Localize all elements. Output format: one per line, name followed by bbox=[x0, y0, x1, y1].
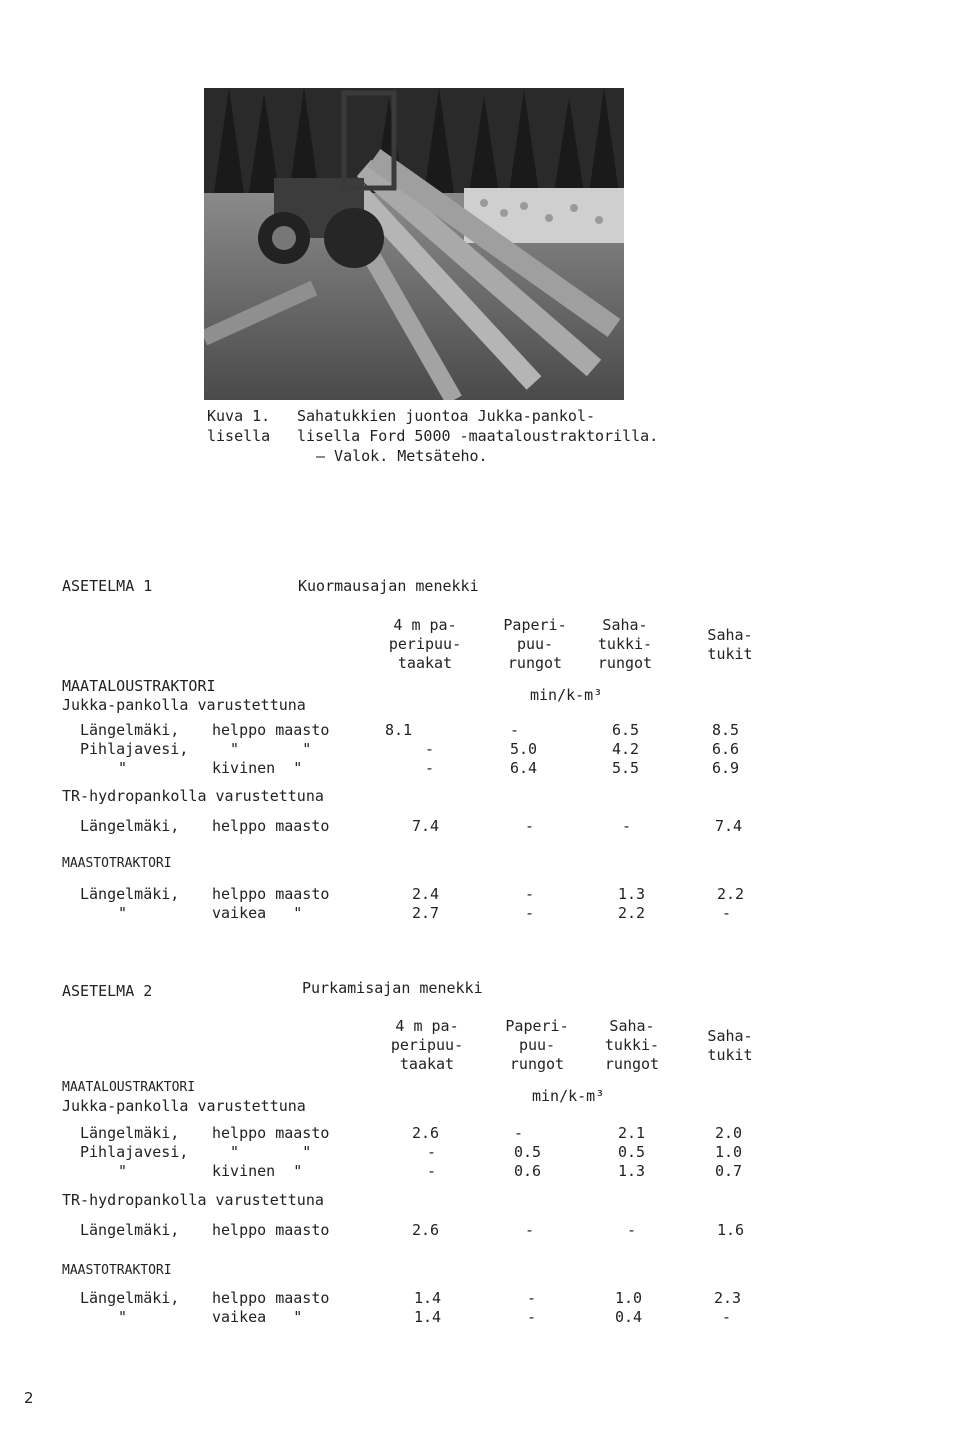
table1-row6-v4: - bbox=[722, 904, 732, 922]
table1-col4-header-a: Saha- bbox=[707, 626, 753, 644]
table1-row4-v4: 7.4 bbox=[715, 817, 743, 835]
table2-row2-v3: 0.5 bbox=[618, 1143, 646, 1161]
table1-row4-terrain: helppo maasto bbox=[212, 817, 330, 835]
table2-row2-v2: 0.5 bbox=[514, 1143, 542, 1161]
table2-col2-header-a: Paperi- bbox=[505, 1017, 569, 1035]
table2-row6-v3: 0.4 bbox=[615, 1308, 643, 1326]
table2-row5-v2: - bbox=[527, 1289, 537, 1307]
table1-row2-v4: 6.6 bbox=[712, 740, 740, 758]
table1-col2-header-c: rungot bbox=[507, 654, 563, 672]
table2-row3-v2: 0.6 bbox=[514, 1162, 542, 1180]
table2-row5-v4: 2.3 bbox=[714, 1289, 742, 1307]
table1-row1-place: Längelmäki, bbox=[80, 721, 180, 739]
table1-id: ASETELMA 1 bbox=[62, 577, 153, 595]
table1-col4-header-b: tukit bbox=[707, 645, 753, 663]
table1-row3-v4: 6.9 bbox=[712, 759, 740, 777]
table1-row1-terrain: helppo maasto bbox=[212, 721, 330, 739]
table1-unit: min/k-m³ bbox=[530, 686, 603, 704]
table1-row1-v4: 8.5 bbox=[712, 721, 740, 739]
table1-row3-v1: - bbox=[425, 759, 435, 777]
table2-row3-v1: - bbox=[427, 1162, 437, 1180]
table2-col2-header-b: puu- bbox=[518, 1036, 556, 1054]
table2-row3-place: " bbox=[118, 1162, 128, 1180]
table1-col1-header-a: 4 m pa- bbox=[393, 616, 457, 634]
table1-row3-place: " bbox=[118, 759, 128, 777]
table2-row1-v4: 2.0 bbox=[715, 1124, 743, 1142]
table2-id: ASETELMA 2 bbox=[62, 982, 153, 1000]
table1-row6-place: " bbox=[118, 904, 128, 922]
table2-row4-terrain: helppo maasto bbox=[212, 1221, 330, 1239]
table1-row2-v2: 5.0 bbox=[510, 740, 538, 758]
table2-col4-header-a: Saha- bbox=[707, 1027, 753, 1045]
table1-row1-v2: - bbox=[510, 721, 520, 739]
table2-section2-heading: TR-hydropankolla varustettuna bbox=[62, 1191, 324, 1209]
table2-row2-v1: - bbox=[427, 1143, 437, 1161]
table2-row3-v3: 1.3 bbox=[618, 1162, 646, 1180]
table1-row6-v3: 2.2 bbox=[618, 904, 646, 922]
table1-row5-v2: - bbox=[525, 885, 535, 903]
table1-row2-v1: - bbox=[425, 740, 435, 758]
table2-row1-place: Längelmäki, bbox=[80, 1124, 180, 1142]
table1-row2-terrain: " " bbox=[230, 740, 312, 758]
table1-col2-header-a: Paperi- bbox=[503, 616, 567, 634]
table2-col3-header-b: tukki- bbox=[604, 1036, 660, 1054]
table2-row5-v3: 1.0 bbox=[615, 1289, 643, 1307]
table1-row3-terrain: kivinen " bbox=[212, 759, 303, 777]
photo-caption-line-1: Sahatukkien juontoa Jukka-pankol- bbox=[297, 407, 596, 425]
table2-row6-place: " bbox=[118, 1308, 128, 1326]
table1-row4-v3: - bbox=[622, 817, 632, 835]
table2-row2-v4: 1.0 bbox=[715, 1143, 743, 1161]
table2-row3-v4: 0.7 bbox=[715, 1162, 743, 1180]
table1-row5-terrain: helppo maasto bbox=[212, 885, 330, 903]
table2-title: Purkamisajan menekki bbox=[302, 979, 483, 997]
table1-row5-place: Längelmäki, bbox=[80, 885, 180, 903]
table2-col3-header-c: rungot bbox=[604, 1055, 660, 1073]
table1-section2-heading: TR-hydropankolla varustettuna bbox=[62, 787, 324, 805]
table2-row1-v3: 2.1 bbox=[618, 1124, 646, 1142]
table2-row5-v1: 1.4 bbox=[414, 1289, 442, 1307]
table2-row6-v4: - bbox=[722, 1308, 732, 1326]
table2-section1-heading-a: MAATALOUSTRAKTORI bbox=[62, 1080, 196, 1095]
table1-row6-terrain: vaikea " bbox=[212, 904, 303, 922]
table2-col3-header-a: Saha- bbox=[609, 1017, 655, 1035]
table2-section3-heading: MAASTOTRAKTORI bbox=[62, 1263, 172, 1278]
tractor-photo bbox=[204, 88, 624, 400]
table1-row2-v3: 4.2 bbox=[612, 740, 640, 758]
table2-col4-header-b: tukit bbox=[707, 1046, 753, 1064]
photo-caption-line-2-prefix: lisella bbox=[207, 427, 271, 445]
table2-row6-v2: - bbox=[527, 1308, 537, 1326]
table1-row4-place: Längelmäki, bbox=[80, 817, 180, 835]
tractor-logs-image bbox=[204, 88, 624, 400]
table2-row1-terrain: helppo maasto bbox=[212, 1124, 330, 1142]
photo-caption-line-2: lisella Ford 5000 -maataloustraktorilla. bbox=[297, 427, 659, 445]
photo-caption-label: Kuva 1. bbox=[207, 407, 271, 425]
table1-row2-place: Pihlajavesi, bbox=[80, 740, 189, 758]
table2-row4-v3: - bbox=[627, 1221, 637, 1239]
table2-row2-place: Pihlajavesi, bbox=[80, 1143, 189, 1161]
table1-row3-v3: 5.5 bbox=[612, 759, 640, 777]
table2-row3-terrain: kivinen " bbox=[212, 1162, 303, 1180]
table2-section1-heading-b: Jukka-pankolla varustettuna bbox=[62, 1097, 306, 1115]
table2-col1-header-a: 4 m pa- bbox=[395, 1017, 459, 1035]
table2-col2-header-c: rungot bbox=[509, 1055, 565, 1073]
table1-col3-header-c: rungot bbox=[597, 654, 653, 672]
table1-section1-heading-a: MAATALOUSTRAKTORI bbox=[62, 677, 216, 695]
table1-row1-v3: 6.5 bbox=[612, 721, 640, 739]
table2-row1-v2: - bbox=[514, 1124, 524, 1142]
table2-row5-terrain: helppo maasto bbox=[212, 1289, 330, 1307]
table2-row4-v2: - bbox=[525, 1221, 535, 1239]
table1-section1-heading-b: Jukka-pankolla varustettuna bbox=[62, 696, 306, 714]
table1-row3-v2: 6.4 bbox=[510, 759, 538, 777]
table2-row4-v4: 1.6 bbox=[717, 1221, 745, 1239]
table2-unit: min/k-m³ bbox=[532, 1087, 605, 1105]
table1-row5-v3: 1.3 bbox=[618, 885, 646, 903]
table2-row6-terrain: vaikea " bbox=[212, 1308, 303, 1326]
table1-row6-v1: 2.7 bbox=[412, 904, 440, 922]
table2-row6-v1: 1.4 bbox=[414, 1308, 442, 1326]
table2-row4-v1: 2.6 bbox=[412, 1221, 440, 1239]
table1-col2-header-b: puu- bbox=[516, 635, 554, 653]
table2-col1-header-c: taakat bbox=[399, 1055, 455, 1073]
table1-col1-header-b: peripuu- bbox=[388, 635, 462, 653]
table1-row6-v2: - bbox=[525, 904, 535, 922]
table1-col3-header-a: Saha- bbox=[602, 616, 648, 634]
table2-row2-terrain: " " bbox=[230, 1143, 312, 1161]
table1-section3-heading: MAASTOTRAKTORI bbox=[62, 856, 172, 871]
table2-row5-place: Längelmäki, bbox=[80, 1289, 180, 1307]
table1-row1-v1: 8.1 bbox=[385, 721, 413, 739]
table1-row5-v1: 2.4 bbox=[412, 885, 440, 903]
table2-col1-header-b: peripuu- bbox=[390, 1036, 464, 1054]
table1-title: Kuormausajan menekki bbox=[298, 577, 479, 595]
page-number: 2 bbox=[24, 1389, 34, 1407]
table2-row4-place: Längelmäki, bbox=[80, 1221, 180, 1239]
table2-row1-v1: 2.6 bbox=[412, 1124, 440, 1142]
photo-caption-line-3: — Valok. Metsäteho. bbox=[316, 447, 488, 465]
table1-row5-v4: 2.2 bbox=[717, 885, 745, 903]
table1-row4-v2: - bbox=[525, 817, 535, 835]
table1-col3-header-b: tukki- bbox=[597, 635, 653, 653]
table1-col1-header-c: taakat bbox=[397, 654, 453, 672]
table1-row4-v1: 7.4 bbox=[412, 817, 440, 835]
